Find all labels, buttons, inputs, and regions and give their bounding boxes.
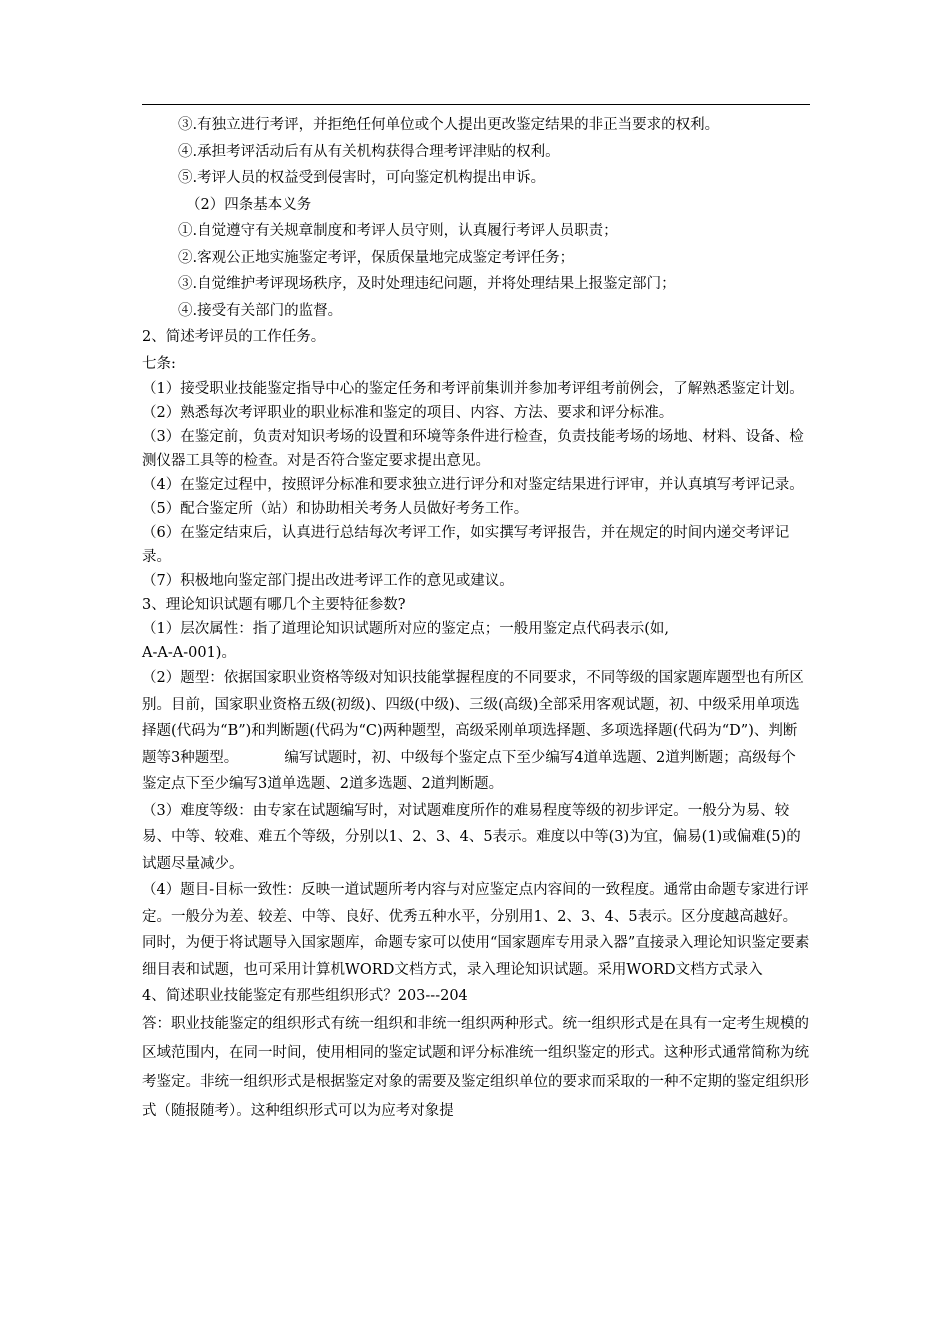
question-2-heading: 2、简述考评员的工作任务。 [142,329,326,345]
question-4-heading: 4、简述职业技能鉴定有那些组织形式？203---204 [142,988,468,1004]
param-item-4: （4）题目-目标一致性：反映一道试题所考内容与对应鉴定点内容间的一致程度。通常由命题专家进行评定。一般分为差、较差、中等、良好、优秀五种水平，分别用1、2、3、4、5表示。区分度越高越好。 同时，为便于将试题导入国家题库，命题专家可以使用“国家题库专用录入器”直接录入理论知识鉴定要素细目表和试题，也可采用计算机WORD文档方式，录入理论知识试题。采用WORD文档方式录入 [142,882,811,978]
duty-item-1: ①.自觉遵守有关规章制度和考评人员守则，认真履行考评人员职责； [178,223,618,239]
right-item-3: ③.有独立进行考评，并拒绝任何单位或个人提出更改鉴定结果的非正当要求的权利。 [178,117,720,133]
duty-item-4: ④.接受有关部门的监督。 [178,302,343,319]
right-item-4: ④.承担考评活动后有从有关机构获得合理考评津贴的权利。 [178,143,560,160]
task-item-4: （4）在鉴定过程中，按照评分标准和要求独立进行评分和对鉴定结果进行评审，并认真填写考评记录。 [142,477,804,493]
document-body [142,112,810,1126]
param-item-1-line-2: A-A-A-001)。 [142,645,236,661]
header-rule [142,104,810,105]
task-item-2: （2）熟悉每次考评职业的职业标准和鉴定的项目、内容、方法、要求和评分标准。 [142,405,674,421]
question-2-intro: 七条: [142,355,176,372]
task-item-1: （1）接受职业技能鉴定指导中心的鉴定任务和考评前集训并参加考评组考前例会，了解熟悉鉴定计划。 [142,381,804,397]
task-item-3: （3）在鉴定前，负责对知识考场的设置和环境等条件进行检查，负责技能考场的场地、材料、设备、检测仪器工具等的检查。对是否符合鉴定要求提出意见。 [142,429,804,469]
task-item-7: （7）积极地向鉴定部门提出改进考评工作的意见或建议。 [142,573,514,589]
duties-heading: （2）四条基本义务 [186,196,312,213]
right-item-5: ⑤.考评人员的权益受到侵害时，可向鉴定机构提出申诉。 [178,170,546,186]
param-item-2: （2）题型：依据国家职业资格等级对知识技能掌握程度的不同要求，不同等级的国家题库题型也有所区别。目前，国家职业资格五级(初级)、四级(中级)、三级(高级)全部采用客观试题，初、中级采用单项选择题(代码为“B”)和判断题(代码为“C)两种题型，高级采刚单项选择题、多项选择题(代码为“D”)、判断题等3种题型。 编写试题时，初、中级每个鉴定点下至少编写4道单选题、2道判断题；高级每个鉴定点下至少编写3道单选题、2道多选题、2道判断题。 [142,670,804,792]
duty-item-3: ③.自觉维护考评现场秩序，及时处理违纪问题，并将处理结果上报鉴定部门； [178,276,676,292]
task-item-6: （6）在鉴定结束后，认真进行总结每次考评工作，如实撰写考评报告，并在规定的时间内递交考评记录。 [142,525,790,565]
param-item-3: （3）难度等级：由专家在试题编写时，对试题难度所作的难易程度等级的初步评定。一般分为易、较易、中等、较难、难五个等级，分别以1、2、3、4、5表示。难度以中等(3)为宜，偏易(1)或偏难(5)的试题尽量减少。 [142,802,801,872]
duty-item-2: ②.客观公正地实施鉴定考评，保质保量地完成鉴定考评任务； [178,249,575,266]
param-item-1-line-1: （1）层次属性：指了道理论知识试题所对应的鉴定点；一般用鉴定点代码表示(如, [142,621,669,637]
task-item-5: （5）配合鉴定所（站）和协助相关考务人员做好考务工作。 [142,501,529,517]
question-3-heading: 3、理论知识试题有哪几个主要特征参数? [142,597,406,613]
question-4-answer: 答：职业技能鉴定的组织形式有统一组织和非统一组织两种形式。统一组织形式是在具有一定考生规模的区域范围内，在同一时间，使用相同的鉴定试题和评分标准统一组织鉴定的形式。这种形式通常简称为统考鉴定。非统一组织形式是根据鉴定对象的需要及鉴定组织单位的要求而采取的一种不定期的鉴定组织形式（随报随考）。这种组织形式可以为应考对象提 [142,1015,809,1119]
